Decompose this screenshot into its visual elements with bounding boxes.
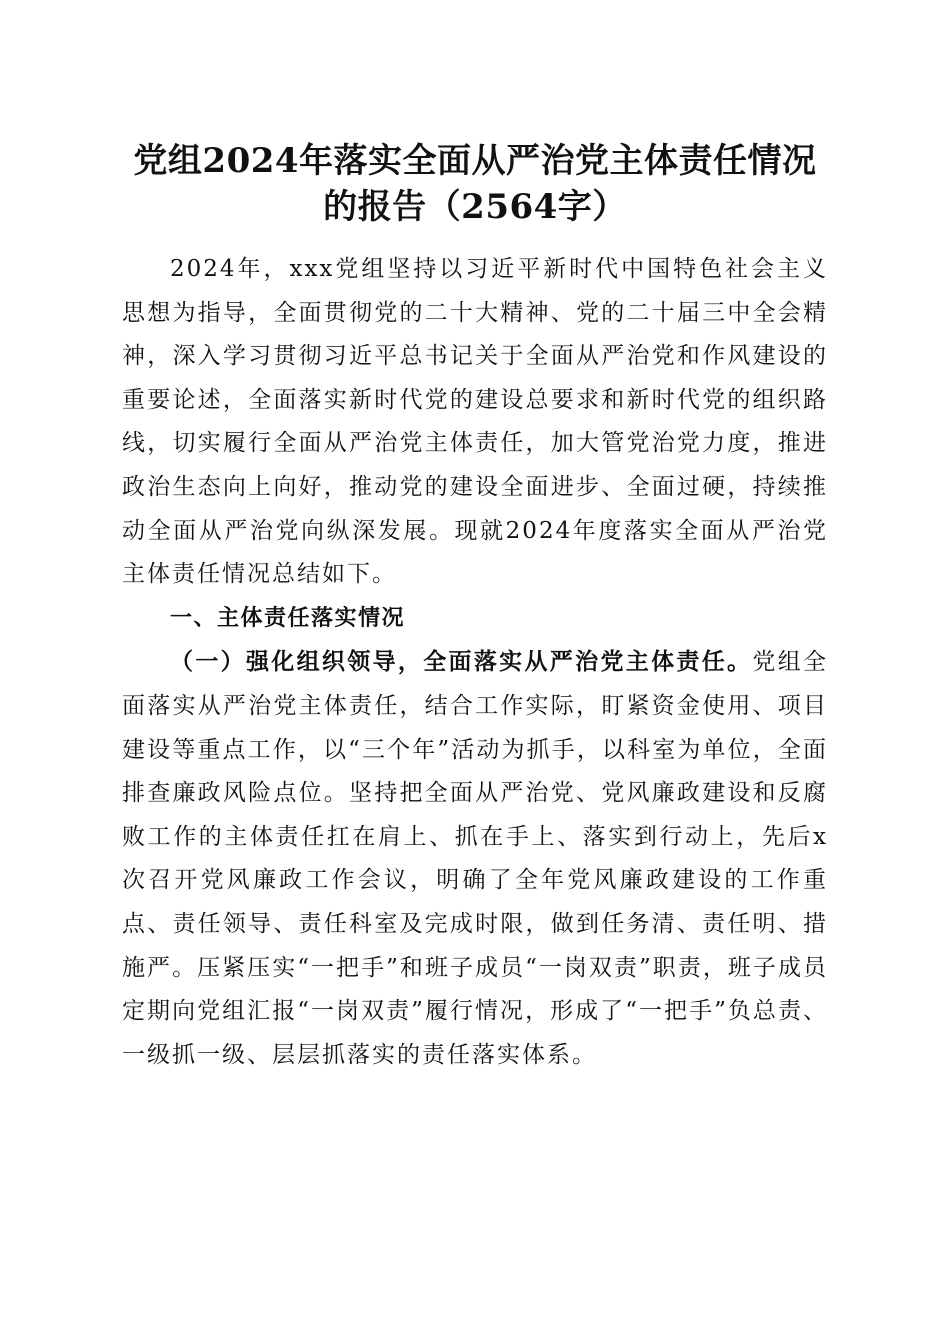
section-heading-1: 一、主体责任落实情况 — [170, 605, 406, 631]
subsection-heading-1: （一）强化组织领导，全面落实从严治党主体责任。 — [170, 648, 753, 676]
title-line-2: 的报告（2564字） — [323, 187, 627, 227]
document-body — [122, 248, 828, 1077]
intro-paragraph: 2024年，xxx党组坚持以习近平新时代中国特色社会主义思想为指导，全面贯彻党的二十大精神、党的二十届三中全会精神，深入学习贯彻习近平总书记关于全面从严治党和作风建设的重要论述，全面落实新时代党的建设总要求和新时代党的组织路线，切实履行全面从严治党主体责任，加大管党治党力度，推进政治生态向上向好，推动党的建设全面进步、全面过硬，持续推动全面从严治党向纵深发展。现就2024年度落实全面从严治党主体责任情况总结如下。 — [122, 256, 828, 588]
subsection-body-1: 党组全面落实从严治党主体责任，结合工作实际，盯紧资金使用、项目建设等重点工作，以“三个年”活动为抓手，以科室为单位，全面排查廉政风险点位。坚持把全面从严治党、党风廉政建设和反腐败工作的主体责任扛在肩上、抓在手上、落实到行动上，先后x次召开党风廉政工作会议，明确了全年党风廉政建设的工作重点、责任领导、责任科室及完成时限，做到任务清、责任明、措施严。压紧压实“一把手”和班子成员“一岗双责”职责，班子成员定期向党组汇报“一岗双责”履行情况，形成了“一把手”负总责、一级抓一级、层层抓落实的责任落实体系。 — [122, 649, 829, 1068]
title-line-1: 党组2024年落实全面从严治党主体责任情况 — [133, 141, 817, 181]
document-title — [90, 138, 860, 230]
subsection-paragraph-1 — [122, 640, 828, 1077]
